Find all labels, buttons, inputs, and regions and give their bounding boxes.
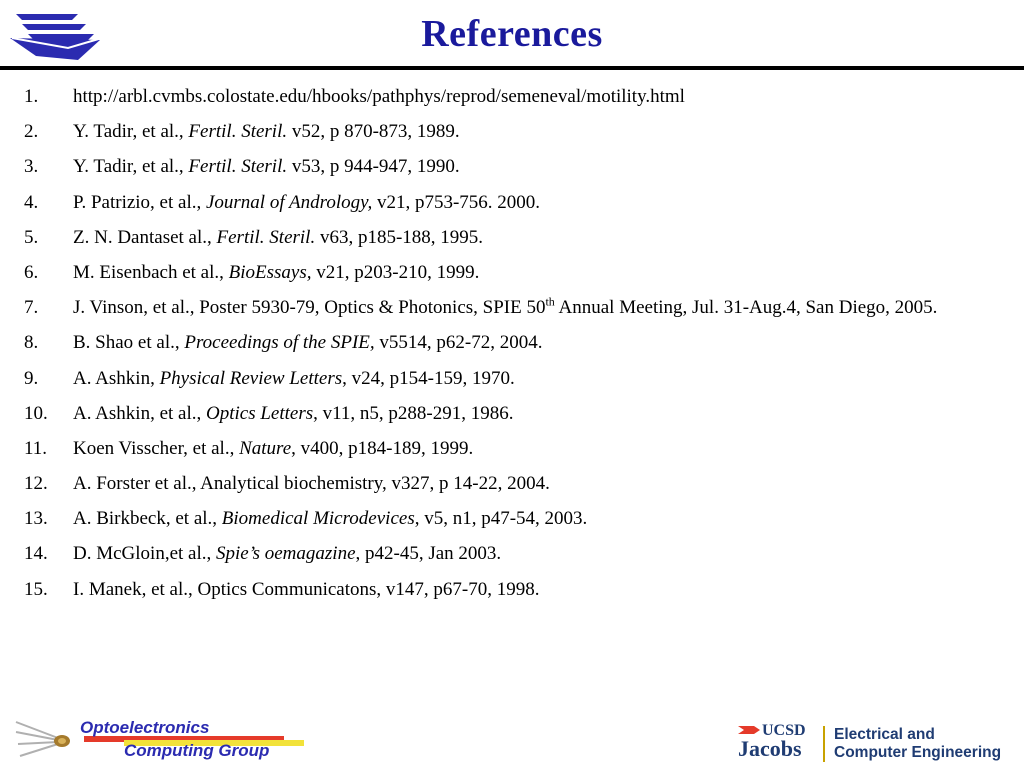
- reference-text: [73, 86, 1004, 108]
- reference-details: v21, p753-756. 2000.: [372, 191, 541, 213]
- reference-authors: A. Birkbeck, et al.,: [73, 508, 222, 530]
- reference-details: v53, p 944-947, 1990.: [287, 156, 460, 178]
- reference-text: [73, 579, 1004, 601]
- reference-details: v52, p 870-873, 1989.: [287, 121, 460, 143]
- list-item: [24, 543, 1004, 565]
- reference-number: 12.: [24, 473, 48, 495]
- reference-number: 14.: [24, 543, 48, 565]
- list-item: [24, 156, 1004, 178]
- reference-text: [73, 403, 1004, 425]
- reference-journal: Fertil. Steril.: [188, 156, 288, 178]
- reference-text: [73, 543, 1004, 565]
- reference-number: 11.: [24, 437, 48, 459]
- reference-text: [73, 262, 1004, 284]
- list-item: [24, 473, 1004, 495]
- jacobs-wordmark: Jacobs: [738, 736, 802, 761]
- reference-number: 9.: [24, 367, 39, 389]
- reference-details: v21, p203-210, 1999.: [311, 261, 480, 283]
- reference-text: [73, 368, 1004, 390]
- reference-number: 7.: [24, 297, 39, 319]
- reference-text: [73, 192, 1004, 214]
- group-name-line2: Computing Group: [124, 741, 270, 760]
- reference-journal: Nature: [239, 437, 292, 459]
- reference-number: 6.: [24, 261, 39, 283]
- reference-text: [73, 156, 1004, 178]
- reference-authors: A. Ashkin,: [73, 367, 160, 389]
- reference-number: 4.: [24, 191, 39, 213]
- title-divider: [0, 66, 1024, 70]
- reference-number: 15.: [24, 578, 48, 600]
- reference-text: [73, 121, 1004, 143]
- reference-text: [73, 227, 1004, 249]
- reference-journal: Fertil. Steril.: [216, 226, 316, 248]
- reference-authors: P. Patrizio, et al.,: [73, 191, 206, 213]
- reference-authors: http://arbl.cvmbs.colostate.edu/hbooks/pathphys/reprod/semeneval/motility.html: [73, 86, 685, 107]
- reference-authors: D. McGloin,et al.,: [73, 543, 217, 565]
- list-item: [24, 294, 1004, 319]
- reference-authors: Y. Tadir, et al.,: [73, 156, 189, 178]
- list-item: [24, 227, 1004, 249]
- reference-details: , v24, p154-159, 1970.: [342, 367, 515, 389]
- reference-authors: A. Forster et al., Analytical biochemistry, v327, p 14-22, 2004.: [73, 473, 550, 495]
- reference-journal: Journal of Andrology,: [205, 191, 373, 213]
- reference-details: v63, p185-188, 1995.: [315, 226, 484, 248]
- list-item: [24, 438, 1004, 460]
- reference-text: [73, 294, 1004, 319]
- reference-journal: Fertil. Steril.: [188, 121, 288, 143]
- reference-details: , p42-45, Jan 2003.: [355, 543, 502, 565]
- reference-number: 13.: [24, 508, 48, 530]
- reference-number: 1.: [24, 86, 39, 107]
- reference-authors: Y. Tadir, et al.,: [73, 121, 189, 143]
- reference-number: 8.: [24, 332, 39, 354]
- list-item: [24, 368, 1004, 390]
- reference-number: 3.: [24, 156, 39, 178]
- reference-details: , v400, p184-189, 1999.: [291, 437, 474, 459]
- reference-authors: J. Vinson, et al., Poster 5930-79, Optics & Photonics, SPIE 50: [73, 297, 546, 319]
- reference-journal: Physical Review Letters: [159, 367, 343, 389]
- department-name-line1: Electrical and: [834, 726, 935, 743]
- ucsd-wordmark: UCSD: [762, 722, 806, 739]
- list-item: [24, 192, 1004, 214]
- reference-authors: I. Manek, et al., Optics Communicatons, v147, p67-70, 1998.: [73, 578, 540, 600]
- reference-authors: Z. N. Dantaset al.,: [73, 226, 217, 248]
- reference-journal: BioEssays,: [228, 261, 312, 283]
- reference-journal: Biomedical Microdevices: [221, 508, 415, 530]
- list-item: [24, 508, 1004, 530]
- reference-text: [73, 332, 1004, 354]
- reference-number: 10.: [24, 402, 48, 424]
- reference-text: [73, 473, 1004, 495]
- reference-authors: Koen Visscher, et al.,: [73, 437, 240, 459]
- reference-details: , v5, n1, p47-54, 2003.: [414, 508, 588, 530]
- reference-journal: Optics Letters: [206, 402, 314, 424]
- reference-list: [24, 86, 1004, 614]
- reference-journal: Proceedings of the SPIE,: [184, 332, 375, 354]
- ordinal-suffix: th: [545, 294, 555, 309]
- reference-authors: A. Ashkin, et al.,: [73, 402, 206, 424]
- list-item: [24, 403, 1004, 425]
- department-name-line2: Computer Engineering: [834, 744, 1002, 761]
- reference-authors: M. Eisenbach et al.,: [73, 261, 229, 283]
- list-item: [24, 121, 1004, 143]
- reference-details: v5514, p62-72, 2004.: [374, 332, 543, 354]
- ucsd-arrow-icon: [738, 724, 760, 736]
- reference-number: 2.: [24, 121, 39, 143]
- reference-text: [73, 438, 1004, 460]
- list-item: [24, 262, 1004, 284]
- reference-details: , v11, n5, p288-291, 1986.: [313, 402, 514, 424]
- reference-journal: Spie’s oemagazine: [216, 543, 356, 565]
- page-title: References: [421, 13, 603, 55]
- reference-authors: B. Shao et al.,: [73, 332, 185, 354]
- reference-text: [73, 508, 1004, 530]
- list-item: [24, 579, 1004, 601]
- reference-number: 5.: [24, 226, 39, 248]
- group-name-line1: Optoelectronics: [80, 718, 210, 737]
- list-item: [24, 332, 1004, 354]
- list-item: [24, 86, 1004, 108]
- logo-divider: [823, 726, 825, 762]
- reference-details: Annual Meeting, Jul. 31-Aug.4, San Diego, 2005.: [554, 297, 938, 319]
